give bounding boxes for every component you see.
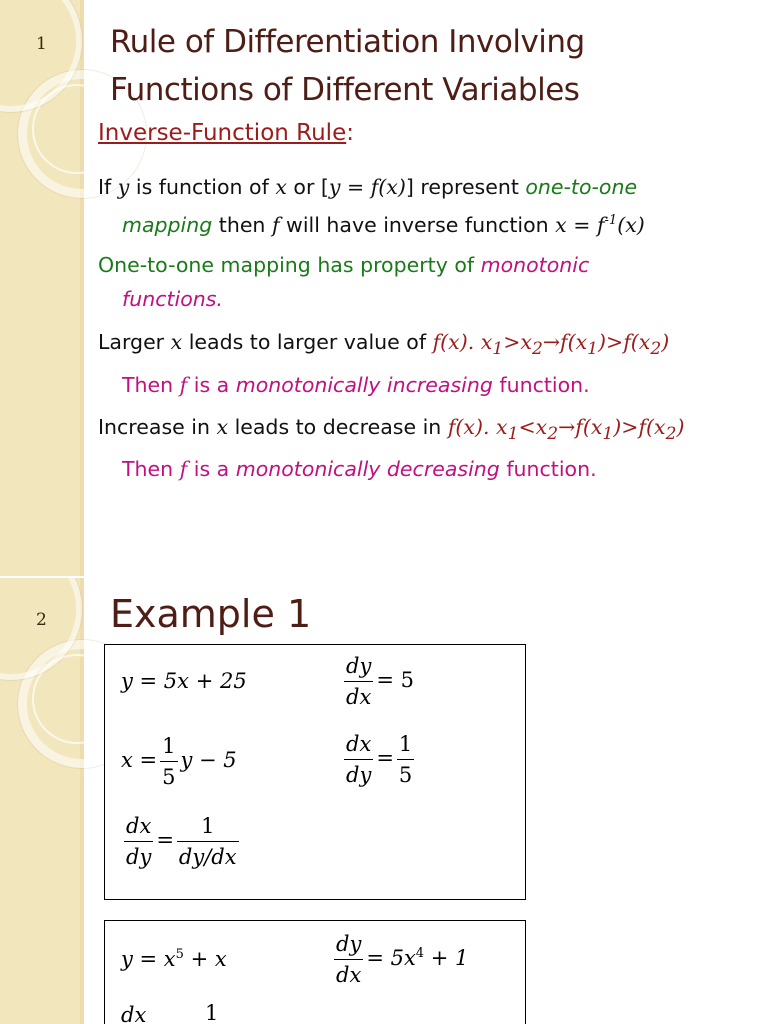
p1-text: will have inverse function bbox=[279, 212, 556, 237]
eq-sup: 5 bbox=[175, 947, 184, 962]
frac-den: dy bbox=[344, 759, 373, 790]
p4-sub: 1 bbox=[507, 424, 519, 445]
title-line-1: Rule of Differentiation Involving bbox=[110, 24, 585, 60]
eq-partial-dx: dx bbox=[121, 1003, 147, 1024]
p2-monotonic: monotonic bbox=[480, 253, 590, 277]
p3-sub: 2 bbox=[650, 339, 662, 360]
p1-var-f: f bbox=[271, 212, 280, 237]
p1-inverse: x = f bbox=[555, 212, 605, 237]
p4b-mono: monotonically bbox=[235, 457, 381, 481]
p4-text: leads to decrease in bbox=[228, 415, 448, 439]
eq-linear: y = 5x + 25 bbox=[121, 669, 247, 693]
p1-var-y: y bbox=[117, 175, 130, 199]
eq-rhs: y − 5 bbox=[180, 748, 237, 772]
eq-lhs: x = bbox=[121, 748, 158, 772]
slide-title: Example 1 bbox=[110, 592, 312, 636]
paragraph-decreasing bbox=[98, 410, 684, 451]
p1-text: is function of bbox=[129, 175, 276, 199]
frac-den: 5 bbox=[160, 761, 177, 792]
p3b-then: Then bbox=[122, 373, 180, 397]
eq-polynomial bbox=[121, 947, 227, 971]
example-box-2 bbox=[104, 920, 526, 1024]
frac-num: 1 bbox=[398, 732, 413, 756]
eq-inverse bbox=[121, 731, 237, 792]
slide-number: 1 bbox=[36, 34, 47, 54]
paragraph-inverse-definition bbox=[98, 170, 645, 242]
p4-sub: 1 bbox=[602, 424, 614, 445]
p3-sub: 2 bbox=[531, 339, 543, 360]
paragraph-decreasing-then bbox=[98, 452, 597, 486]
paragraph-increasing-then bbox=[98, 368, 590, 402]
p3b-var-f: f bbox=[179, 373, 188, 397]
eq-rhs: = 5x bbox=[366, 946, 416, 970]
p4-lt: <x bbox=[518, 415, 548, 439]
eq-equals: = bbox=[376, 746, 394, 770]
p4-sub: 2 bbox=[547, 424, 559, 445]
eq-partial-one: 1 bbox=[205, 1001, 219, 1024]
frac-den: dx bbox=[334, 959, 363, 990]
p3-end: ) bbox=[661, 330, 670, 354]
p3-var-x: x bbox=[170, 330, 183, 354]
p3-sub: 1 bbox=[587, 339, 599, 360]
p1-one-to-one: one-to-one bbox=[525, 175, 638, 199]
p2-functions: functions. bbox=[122, 287, 223, 311]
p4-mid: )>f(x bbox=[613, 415, 666, 439]
frac-num: dx bbox=[346, 732, 372, 756]
p3b-text: is a bbox=[187, 373, 236, 397]
frac-den: dy/dx bbox=[177, 841, 239, 872]
p3-mid: )>f(x bbox=[598, 330, 651, 354]
paragraph-increasing bbox=[98, 325, 669, 366]
eq-tail: + 1 bbox=[424, 946, 469, 970]
p4b-function: function. bbox=[499, 457, 597, 481]
slide-number: 2 bbox=[36, 610, 47, 630]
p3-gt: >x bbox=[503, 330, 532, 354]
p1-text: If bbox=[98, 175, 118, 199]
eq-polynomial-derivative bbox=[331, 929, 468, 990]
frac-num: 1 bbox=[201, 814, 215, 838]
example-box-1 bbox=[104, 644, 526, 900]
p3b-increasing: increasing bbox=[380, 373, 493, 397]
frac-den: 5 bbox=[397, 759, 414, 790]
title-line-2: Functions of Different Variables bbox=[110, 72, 580, 108]
eq-tail: + x bbox=[183, 947, 227, 971]
slide-2 bbox=[0, 578, 768, 1024]
p3-fx: f(x). x bbox=[432, 330, 493, 354]
paragraph-monotonic bbox=[98, 248, 589, 316]
p4b-var-f: f bbox=[179, 457, 188, 481]
frac-den: dy bbox=[124, 841, 153, 872]
p4-sub: 2 bbox=[665, 424, 677, 445]
p3-text: leads to larger value of bbox=[182, 330, 433, 354]
p1-equation: y = f(x) bbox=[328, 175, 406, 199]
p4-end: ) bbox=[676, 415, 685, 439]
p1-mapping: mapping bbox=[122, 212, 213, 237]
p3-arrow: →f(x bbox=[542, 330, 588, 354]
p4b-decreasing: decreasing bbox=[380, 457, 500, 481]
p1-text: ] represent bbox=[405, 175, 526, 199]
p4-arrow: →f(x bbox=[558, 415, 603, 439]
p1-inverse-sup: -1 bbox=[604, 213, 618, 228]
eq-lhs: y = x bbox=[121, 947, 176, 971]
eq-derivative-dy-dx bbox=[341, 651, 414, 712]
frac-num: dx bbox=[126, 814, 152, 838]
frac-num: 1 bbox=[162, 734, 176, 758]
frac-num: dy bbox=[336, 932, 362, 956]
p1-text: then bbox=[212, 212, 272, 237]
p4b-then: Then bbox=[122, 457, 180, 481]
subtitle-text: Inverse-Function Rule bbox=[98, 120, 347, 146]
p4-text: Increase in bbox=[98, 415, 217, 439]
p4-fx: f(x). x bbox=[447, 415, 508, 439]
subtitle bbox=[98, 120, 354, 146]
p3-sub: 1 bbox=[492, 339, 504, 360]
p3-text: Larger bbox=[98, 330, 171, 354]
eq-equals: = bbox=[156, 828, 174, 852]
eq-rhs: = 5 bbox=[376, 668, 414, 692]
p4b-text: is a bbox=[187, 457, 236, 481]
slide-title bbox=[110, 18, 585, 114]
frac-den: dx bbox=[344, 681, 373, 712]
eq-derivative-dx-dy bbox=[341, 729, 417, 790]
p2-text: One-to-one mapping has property of bbox=[98, 253, 481, 277]
p4-var-x: x bbox=[216, 415, 229, 439]
subtitle-colon: : bbox=[346, 120, 354, 146]
p1-text: or [ bbox=[286, 175, 329, 199]
frac-num: dy bbox=[346, 654, 372, 678]
p3b-mono: monotonically bbox=[235, 373, 381, 397]
p3b-function: function. bbox=[492, 373, 590, 397]
eq-inverse-rule bbox=[121, 811, 242, 872]
p1-var-x: x bbox=[275, 175, 287, 199]
eq-sup: 4 bbox=[415, 946, 425, 961]
p1-inverse-arg: (x) bbox=[617, 212, 645, 237]
